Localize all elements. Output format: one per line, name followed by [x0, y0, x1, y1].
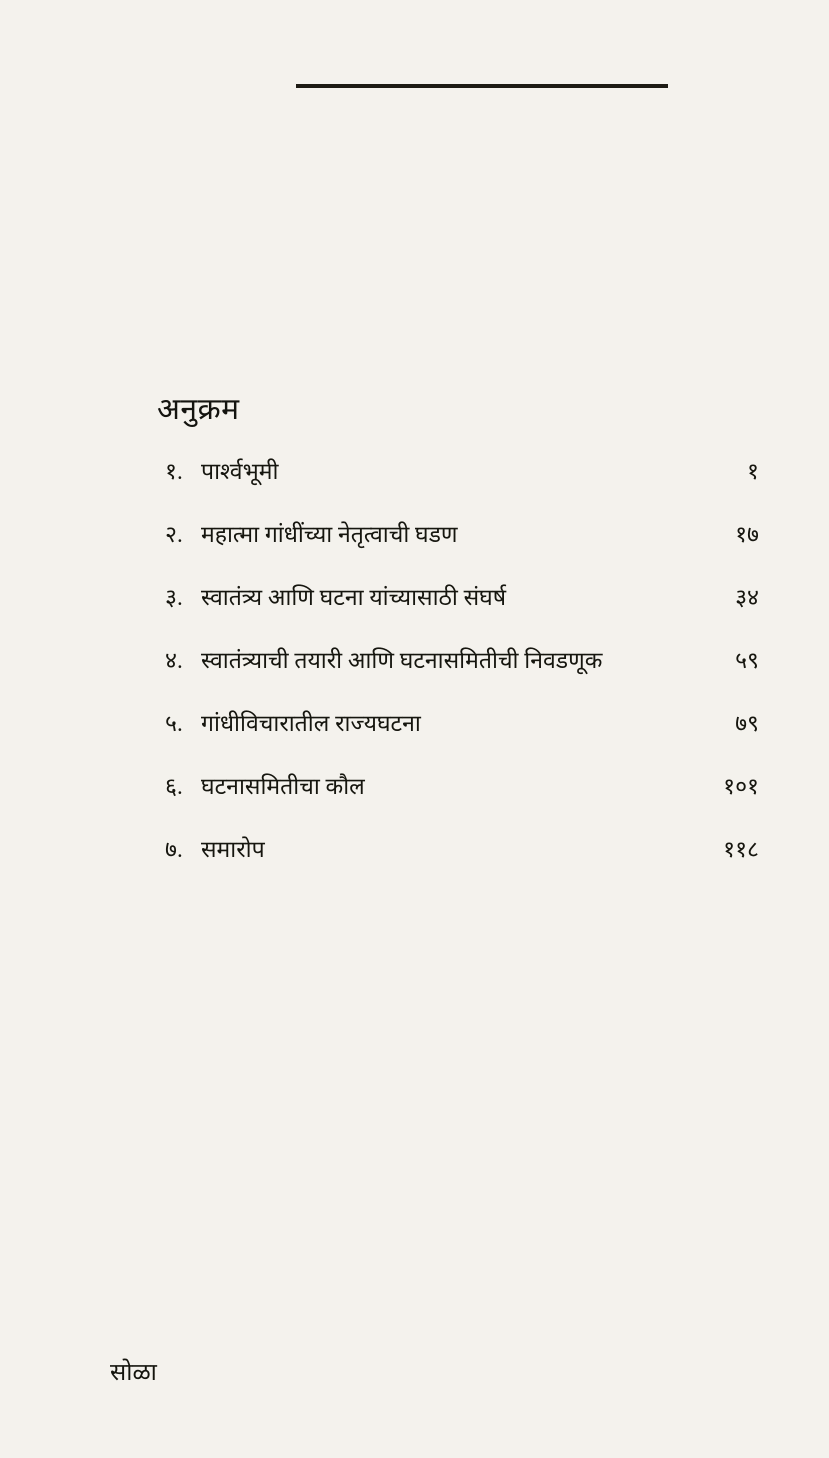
toc-entry-number: ७.: [165, 837, 183, 863]
toc-entry-label: [157, 582, 506, 613]
toc-entry-number: ५.: [165, 711, 183, 737]
toc-entry-label: [157, 834, 265, 865]
toc-entry-title: घटनासमितीचा कौल: [201, 774, 365, 800]
list-item[interactable]: [157, 456, 777, 487]
toc-entry-title: महात्मा गांधींच्या नेतृत्वाची घडण: [201, 522, 458, 548]
table-of-contents: [157, 392, 777, 897]
toc-entry-title: गांधीविचारातील राज्यघटना: [201, 711, 421, 737]
toc-entry-number: २.: [165, 522, 183, 548]
page-title: अनुक्रम: [157, 393, 240, 426]
toc-entry-title: समारोप: [201, 837, 265, 863]
toc-entry-label: [157, 708, 421, 739]
toc-entry-label: [157, 519, 458, 550]
page-folio: सोळा: [110, 1360, 157, 1386]
list-item[interactable]: [157, 645, 777, 676]
toc-entry-page: १: [747, 459, 759, 484]
list-item[interactable]: [157, 771, 777, 802]
list-item[interactable]: [157, 519, 777, 550]
toc-entry-number: ६.: [165, 774, 183, 800]
toc-entry-label: [157, 456, 278, 487]
toc-entry-page: १७: [735, 522, 759, 548]
toc-entry-title: पार्श्वभूमी: [201, 459, 279, 484]
toc-entry-number: ३.: [165, 585, 183, 611]
toc-entry-label: [157, 645, 602, 676]
toc-entry-title: स्वातंत्र्य आणि घटना यांच्यासाठी संघर्ष: [201, 585, 507, 611]
list-item[interactable]: [157, 708, 777, 739]
list-item[interactable]: [157, 582, 777, 613]
toc-entry-page: ३४: [735, 585, 759, 611]
list-item[interactable]: [157, 834, 777, 865]
toc-list: [157, 456, 777, 865]
toc-entry-page: १०१: [723, 774, 759, 800]
toc-entry-label: [157, 771, 365, 802]
toc-entry-number: १.: [165, 459, 183, 484]
toc-entry-title: स्वातंत्र्याची तयारी आणि घटनासमितीची निवडणूक: [201, 648, 603, 674]
toc-entry-page: ७९: [735, 711, 759, 737]
toc-entry-page: ५९: [735, 648, 759, 674]
toc-entry-number: ४.: [165, 648, 183, 674]
toc-entry-page: ११८: [723, 837, 759, 863]
header-rule-divider: [296, 84, 668, 88]
